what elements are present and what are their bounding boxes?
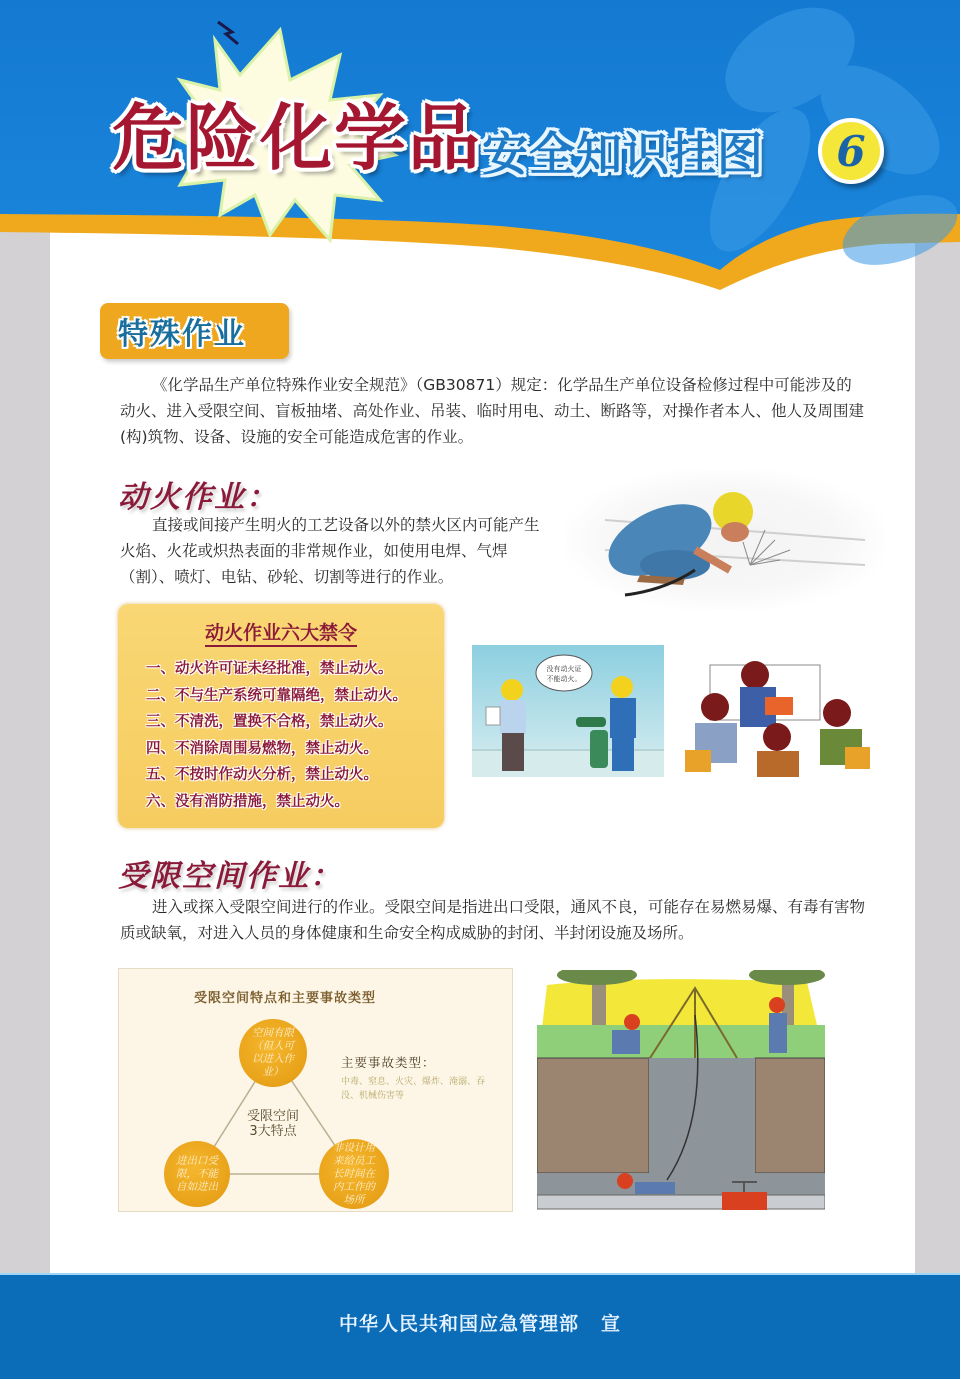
poster-footer	[0, 1273, 960, 1379]
rule-item: 五、不按时作动火分析，禁止动火。	[146, 767, 378, 783]
feature-circle: 空间有限（但人可以进入作业）	[239, 1019, 307, 1087]
hot-work-heading: 动火作业：	[118, 480, 278, 515]
permit-check-illustration	[472, 645, 664, 777]
section-badge-label: 特殊作业	[118, 317, 246, 352]
diagram-center-label: 受限空间 3大特点	[246, 1109, 299, 1139]
hot-work-rules-box	[118, 604, 444, 828]
poster-header	[0, 0, 960, 290]
rules-title: 动火作业六大禁令	[118, 618, 444, 645]
issue-number-badge: 6	[818, 118, 884, 184]
confined-space-text: 进入或探入受限空间进行的作业。受限空间是指进出口受限，通风不良，可能存在易燃易爆、有毒有害物质或缺氧，对进入人员的身体健康和生命安全构成威胁的封闭、半封闭设施及场所。	[120, 898, 866, 942]
confined-space-paragraph	[120, 894, 865, 946]
hot-work-paragraph	[120, 512, 552, 590]
diagram-title: 受限空间特点和主要事故类型	[194, 991, 377, 1006]
welder-illustration	[565, 470, 885, 610]
publisher-suffix: 宣	[601, 1313, 622, 1335]
rule-item: 四、不消除周围易燃物，禁止动火。	[146, 740, 378, 757]
svg-text:不能动火。: 不能动火。	[546, 675, 582, 683]
intro-text: 《化学品生产单位特殊作业安全规范》（GB30871）规定：化学品生产单位设备检修过程中可能涉及的动火、进入受限空间、盲板抽堵、高处作业、吊装、临时用电、动土、断路等，对操作者本人、他人及周围建(构)筑物、设备、设施的安全可能造成危害的作业。	[120, 376, 865, 446]
confined-space-illustration	[537, 970, 825, 1215]
rules-list	[146, 656, 407, 815]
rule-item: 一、动火许可证未经批准，禁止动火。	[146, 661, 393, 677]
confined-space-heading: 受限空间作业：	[118, 859, 342, 894]
publisher-name: 中华人民共和国应急管理部	[338, 1313, 579, 1335]
poster-subtitle: 安全知识挂图	[482, 127, 764, 181]
accident-types-title: 主要事故类型：	[341, 1055, 436, 1070]
confined-space-diagram	[118, 968, 513, 1212]
rule-item: 六、没有消防措施，禁止动火。	[146, 793, 349, 810]
section-badge	[100, 303, 289, 359]
feature-circle: 进出口受限，不能自如进出	[164, 1141, 230, 1207]
accident-types-list: 中毒、窒息、火灾、爆炸、淹溺、吞没、机械伤害等	[341, 1077, 486, 1101]
feature-circle: 非设计用来给员工长时间在内工作的场所	[319, 1139, 389, 1209]
footer-publisher	[0, 1309, 960, 1336]
hot-work-text: 直接或间接产生明火的工艺设备以外的禁火区内可能产生火焰、火花或炽热表面的非常规作业，如使用电焊、气焊（割）、喷灯、电钻、砂轮、切割等进行的作业。	[120, 516, 540, 586]
rule-item: 二、不与生产系统可靠隔绝，禁止动火。	[146, 687, 407, 704]
poster-title: 危险化学品	[112, 96, 483, 180]
speech-bubble-text: 没有动火证	[546, 665, 582, 673]
rule-item: 三、不清洗，置换不合格，禁止动火。	[146, 714, 393, 730]
intro-paragraph	[120, 372, 865, 450]
safety-training-illustration	[685, 655, 870, 777]
